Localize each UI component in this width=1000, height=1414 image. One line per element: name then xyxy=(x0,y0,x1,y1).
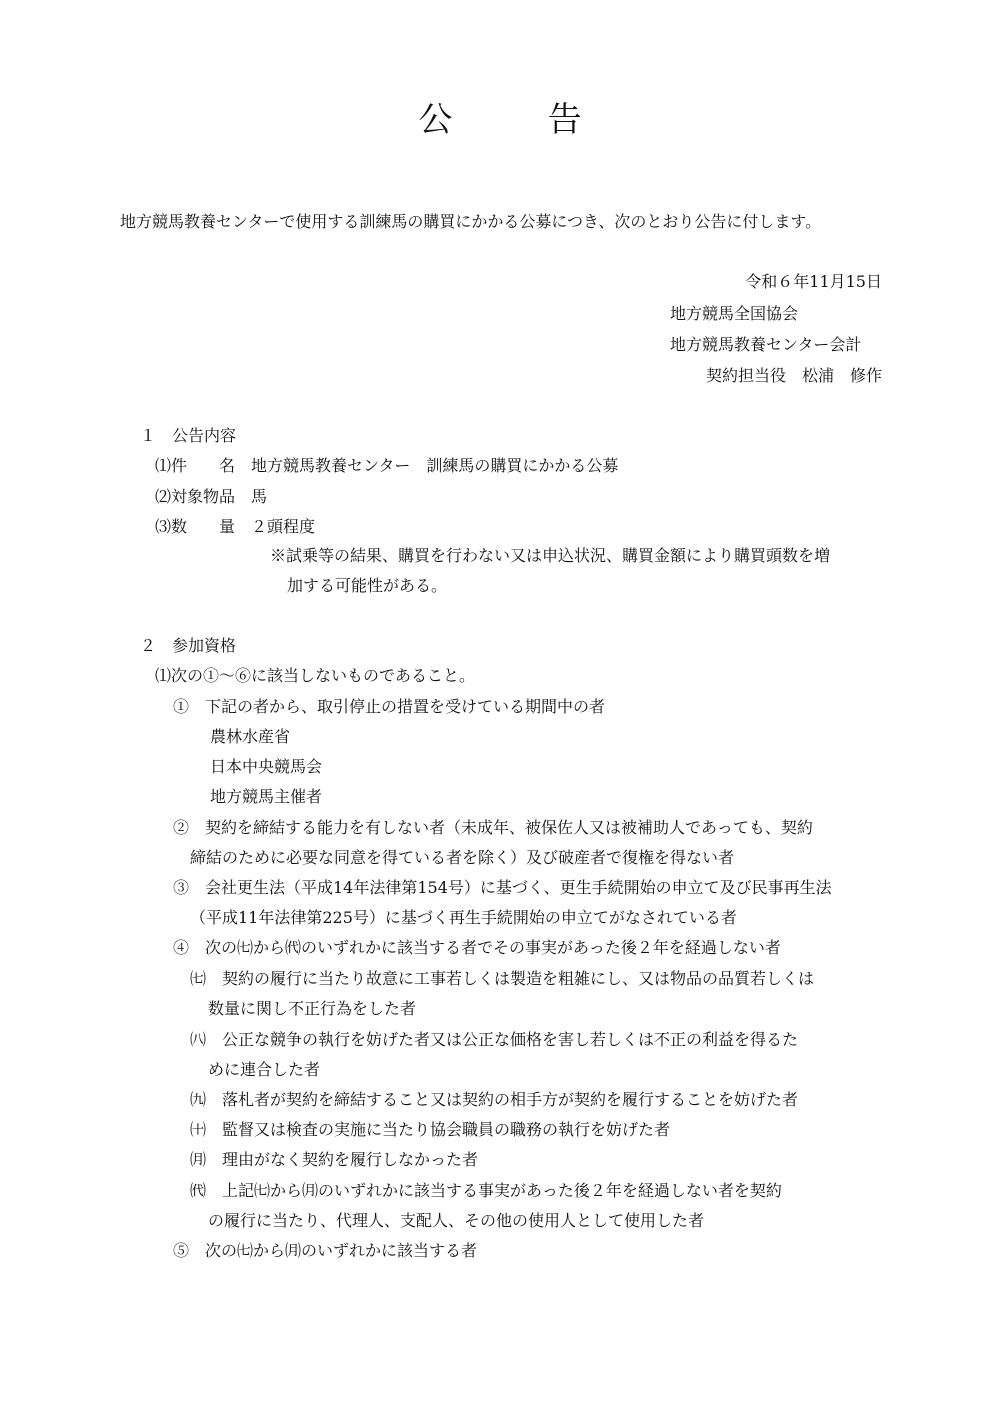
section1-item-quantity: ⑶数 量 ２頭程度 xyxy=(155,517,316,536)
section2-item1: ⑴次の①～⑥に該当しないものであること。 xyxy=(155,666,476,685)
section1-heading: １ 公告内容 xyxy=(140,426,237,445)
condition-4-b-line2: めに連合した者 xyxy=(208,1060,321,1079)
section1-note-line2: 加する可能性がある。 xyxy=(287,576,448,595)
page-title: 公 告 xyxy=(418,100,613,140)
condition-4: ④ 次の㈦から㈹のいずれかに該当する者でその事実があった後２年を経過しない者 xyxy=(173,938,781,957)
intro-text: 地方競馬教養センターで使用する訓練馬の購買にかかる公募につき、次のとおり公告に付します。 xyxy=(120,212,822,231)
condition-2-line1: ② 契約を締結する能力を有しない者（未成年、被保佐人又は被補助人であっても、契約 xyxy=(173,818,813,837)
section1-note-line1: ※試乗等の結果、購買を行わない又は申込状況、購買金額により購買頭数を増 xyxy=(270,546,831,565)
issuer-officer: 契約担当役 松浦 修作 xyxy=(705,366,882,385)
condition-4-d: ㈩ 監督又は検査の実施に当たり協会職員の職務の執行を妨げた者 xyxy=(190,1120,671,1139)
condition-1-entity-c: 地方競馬主催者 xyxy=(210,787,323,806)
section2-heading: ２ 参加資格 xyxy=(140,636,237,655)
condition-4-a-line1: ㈦ 契約の履行に当たり故意に工事若しくは製造を粗雑にし、又は物品の品質若しくは xyxy=(190,969,815,988)
condition-4-e: ㈪ 理由がなく契約を履行しなかった者 xyxy=(190,1150,479,1169)
condition-1-entity-a: 農林水産省 xyxy=(210,727,291,746)
issuer-office: 地方競馬教養センター会計 xyxy=(670,335,862,354)
condition-4-a-line2: 数量に関し不正行為をした者 xyxy=(208,999,417,1018)
condition-4-f-line1: ㈹ 上記㈦から㈪のいずれかに該当する事実があった後２年を経過しない者を契約 xyxy=(190,1181,782,1200)
condition-4-b-line1: ㈧ 公正な競争の執行を妨げた者又は公正な価格を害し若しくは不正の利益を得るた xyxy=(190,1030,799,1049)
issue-date: 令和６年11月15日 xyxy=(745,272,882,291)
section1-item-goods: ⑵対象物品 馬 xyxy=(155,487,268,506)
condition-3-line1: ③ 会社更生法（平成14年法律第154号）に基づく、更生手続開始の申立て及び民事再生法 xyxy=(173,878,832,897)
section1-item-name: ⑴件 名 地方競馬教養センター 訓練馬の購買にかかる公募 xyxy=(155,456,619,475)
condition-1: ① 下記の者から、取引停止の措置を受けている期間中の者 xyxy=(173,697,606,716)
condition-4-c: ㈨ 落札者が契約を締結すること又は契約の相手方が契約を履行することを妨げた者 xyxy=(190,1090,799,1109)
condition-4-f-line2: の履行に当たり、代理人、支配人、その他の使用人として使用した者 xyxy=(208,1211,705,1230)
condition-5: ⑤ 次の㈦から㈪のいずれかに該当する者 xyxy=(173,1241,478,1260)
issuer-org: 地方競馬全国協会 xyxy=(670,304,799,323)
condition-1-entity-b: 日本中央競馬会 xyxy=(210,757,323,776)
condition-2-line2: 締結のために必要な同意を得ている者を除く）及び破産者で復権を得ない者 xyxy=(190,848,735,867)
condition-3-line2: （平成11年法律第225号）に基づく再生手続開始の申立てがなされている者 xyxy=(190,908,737,927)
